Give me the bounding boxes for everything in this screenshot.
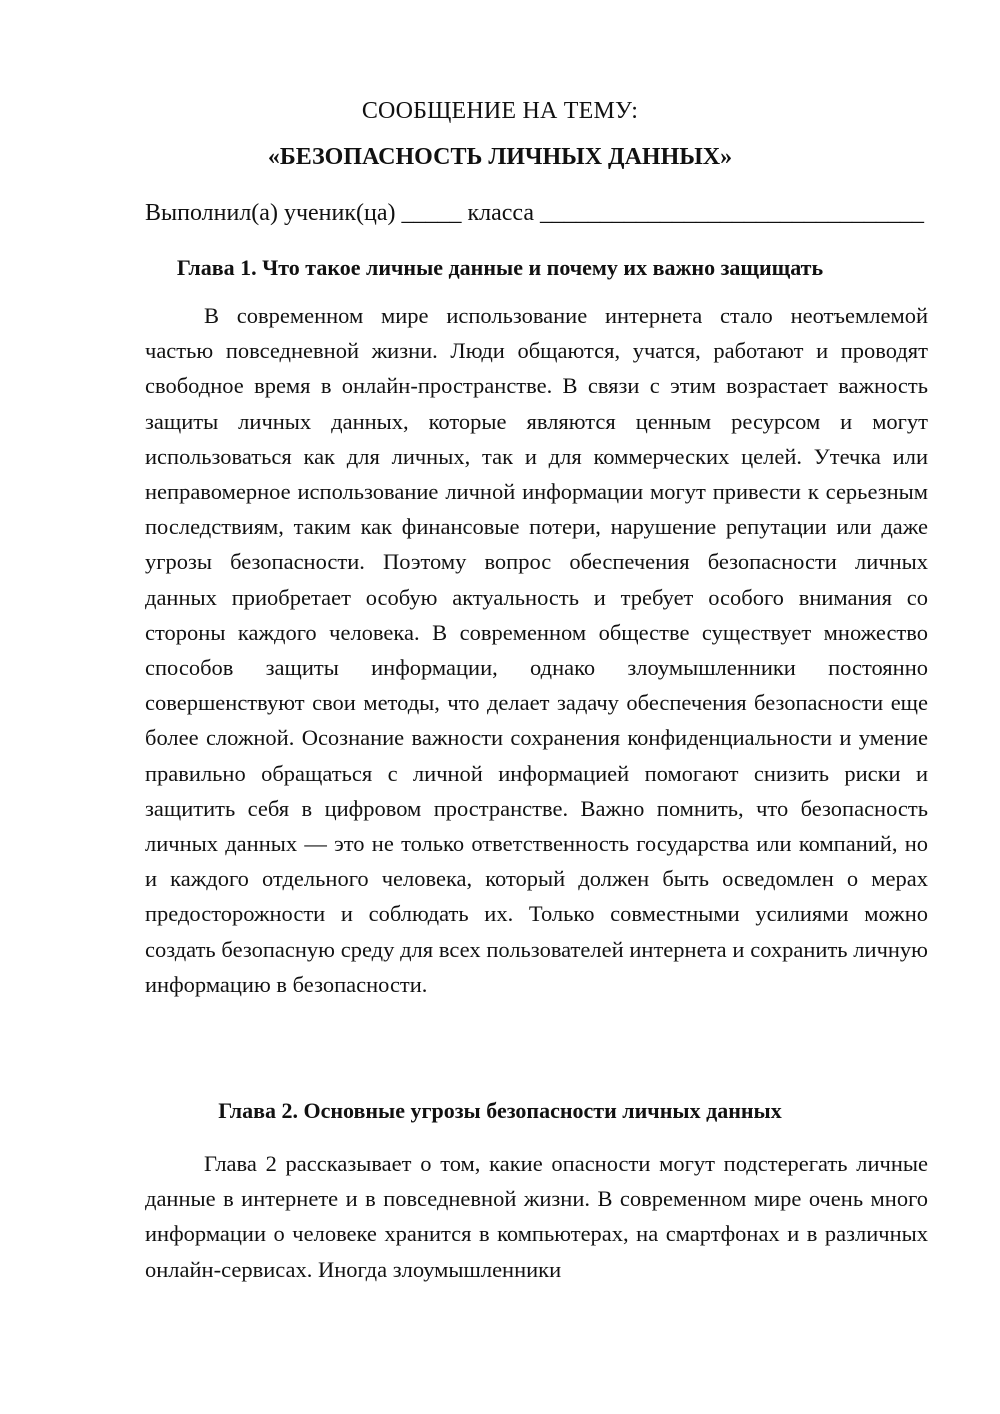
document-title-topic-label: СООБЩЕНИЕ НА ТЕМУ:: [361, 98, 639, 124]
chapter-2-heading: Глава 2. Основные угрозы безопасности личных данных: [218, 1098, 782, 1123]
student-info-line: Выполнил(а) ученик(ца) _____ класса ________________________________: [145, 200, 925, 226]
chapter-1-paragraph: В современном мире использование интернета стало неотъемлемой частью повседневной жизни. Люди общаются, учатся, работают и проводят свободное время в онлайн-пространстве. В связи с этим возрастает важность защиты личных данных, которые являются ценным ресурсом и могут использоваться как для личных, так и для коммерческих целей. Утечка или неправомерное использование личной информации могут привести к серьезным последствиям, таким как финансовые потери, нарушение репутации или даже угрозы безопасности. Поэтому вопрос обеспечения безопасности личных данных приобретает особую актуальность и требует особого внимания со стороны каждого человека. В современном обществе существует множество способов защиты информации, однако злоумышленники постоянно совершенствуют свои методы, что делает задачу обеспечения безопасности еще более сложной. Осознание важности сохранения конфиденциальности и умение правильно обращаться с личной информацией помогают снизить риски и защитить себя в цифровом пространстве. Важно помнить, что безопасность личных данных — это не только ответственность государства или компаний, но и каждого отдельного человека, который должен быть осведомлен о мерах предосторожности и соблюдать их. Только совместными усилиями можно создать безопасную среду для всех пользователей интернета и сохранить личную информацию в безопасности.: [145, 303, 928, 997]
chapter-2-paragraph: Глава 2 рассказывает о том, какие опасности могут подстерегать личные данные в интернете и в повседневной жизни. В современном мире очень много информации о человеке хранится в компьютерах, на смартфонах и в различных онлайн-сервисах. Иногда злоумышленники: [145, 1151, 928, 1282]
document-title: «БЕЗОПАСНОСТЬ ЛИЧНЫХ ДАННЫХ»: [267, 144, 733, 170]
chapter-1-heading: Глава 1. Что такое личные данные и почему их важно защищать: [176, 255, 824, 280]
